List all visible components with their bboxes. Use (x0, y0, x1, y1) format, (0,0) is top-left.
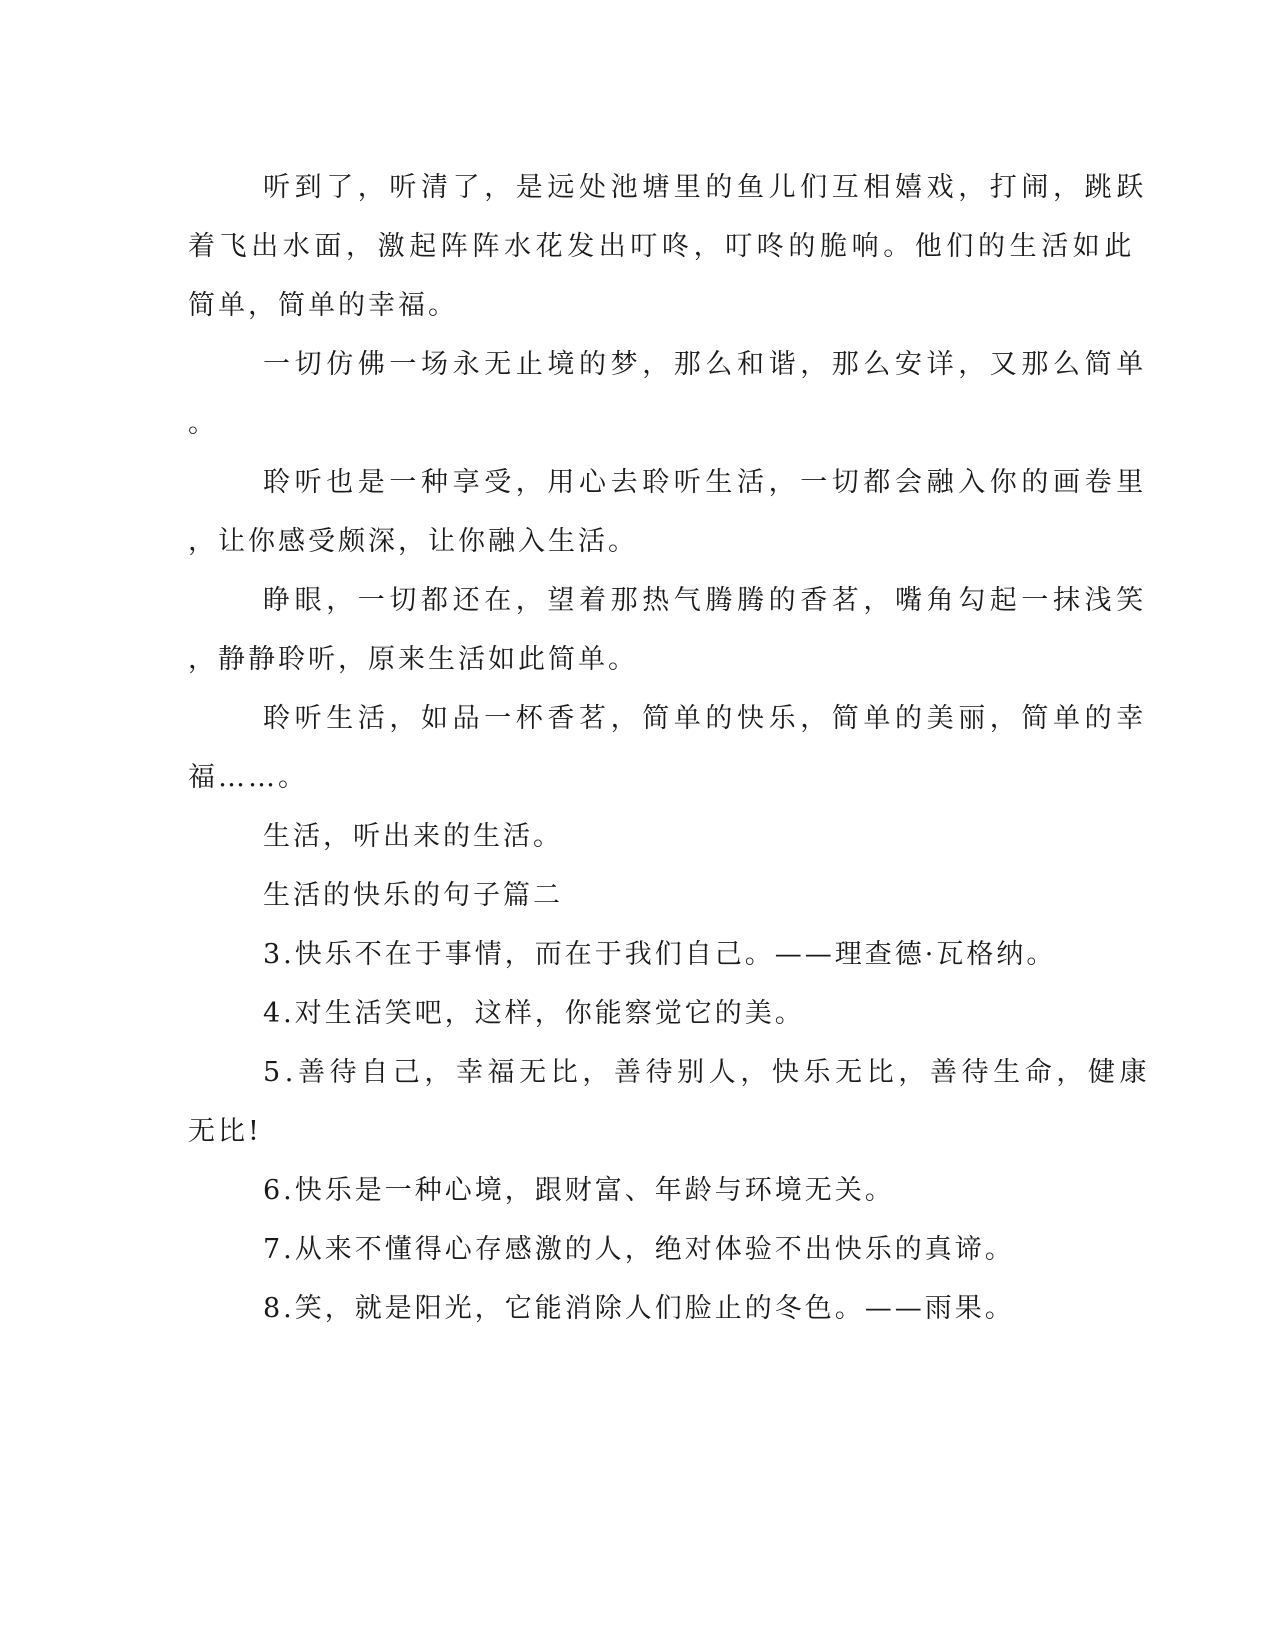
paragraph-line (0, 168, 1275, 208)
paragraph-line (0, 581, 1275, 621)
line-text: 生活，听出来的生活。 (263, 821, 563, 852)
section-heading (0, 876, 1275, 916)
line-text: ，静静聆听，原来生活如此简单。 (188, 644, 638, 675)
line-text: 7.从来不懂得心存感激的人，绝对体验不出快乐的真谛。 (263, 1234, 1015, 1265)
paragraph-line (0, 640, 1275, 680)
line-text: 福……。 (188, 762, 308, 793)
list-item (0, 994, 1275, 1034)
line-text: 8.笑，就是阳光，它能消除人们脸止的冬色。——雨果。 (263, 1293, 1015, 1324)
paragraph-line (0, 817, 1275, 857)
line-text: 聆听生活，如品一杯香茗，简单的快乐，简单的美丽，简单的幸 (263, 703, 1148, 734)
paragraph-line (0, 522, 1275, 562)
paragraph-line (0, 404, 1275, 444)
list-item (0, 1289, 1275, 1329)
paragraph-line (0, 699, 1275, 739)
line-text: 生活的快乐的句子篇二 (263, 880, 563, 911)
list-item (0, 1112, 1275, 1152)
line-text: 一切仿佛一场永无止境的梦，那么和谐，那么安详，又那么简单 (263, 349, 1148, 380)
line-text: 。 (188, 408, 218, 439)
paragraph-line (0, 345, 1275, 385)
paragraph-line (0, 463, 1275, 503)
line-text: 着飞出水面，激起阵阵水花发出叮咚，叮咚的脆响。他们的生活如此 (188, 231, 1136, 262)
line-text: 无比! (188, 1116, 262, 1147)
list-item (0, 935, 1275, 975)
line-text: 聆听也是一种享受，用心去聆听生活，一切都会融入你的画卷里 (263, 467, 1148, 498)
line-text: 听到了，听清了，是远处池塘里的鱼儿们互相嬉戏，打闹，跳跃 (263, 172, 1148, 203)
list-item (0, 1171, 1275, 1211)
list-item (0, 1230, 1275, 1270)
line-text: 睁眼，一切都还在，望着那热气腾腾的香茗，嘴角勾起一抹浅笑 (263, 585, 1148, 616)
paragraph-line (0, 286, 1275, 326)
list-item (0, 1053, 1275, 1093)
line-text: 6.快乐是一种心境，跟财富、年龄与环境无关。 (263, 1175, 895, 1206)
line-text: 4.对生活笑吧，这样，你能察觉它的美。 (263, 998, 805, 1029)
paragraph-line (0, 758, 1275, 798)
line-text: 3.快乐不在于事情，而在于我们自己。——理查德·瓦格纳。 (263, 939, 1057, 970)
line-text: 简单，简单的幸福。 (188, 290, 458, 321)
line-text: ，让你感受颇深，让你融入生活。 (188, 526, 638, 557)
line-text: 5.善待自己，幸福无比，善待别人，快乐无比，善待生命，健康 (263, 1057, 1152, 1088)
paragraph-line (0, 227, 1275, 267)
